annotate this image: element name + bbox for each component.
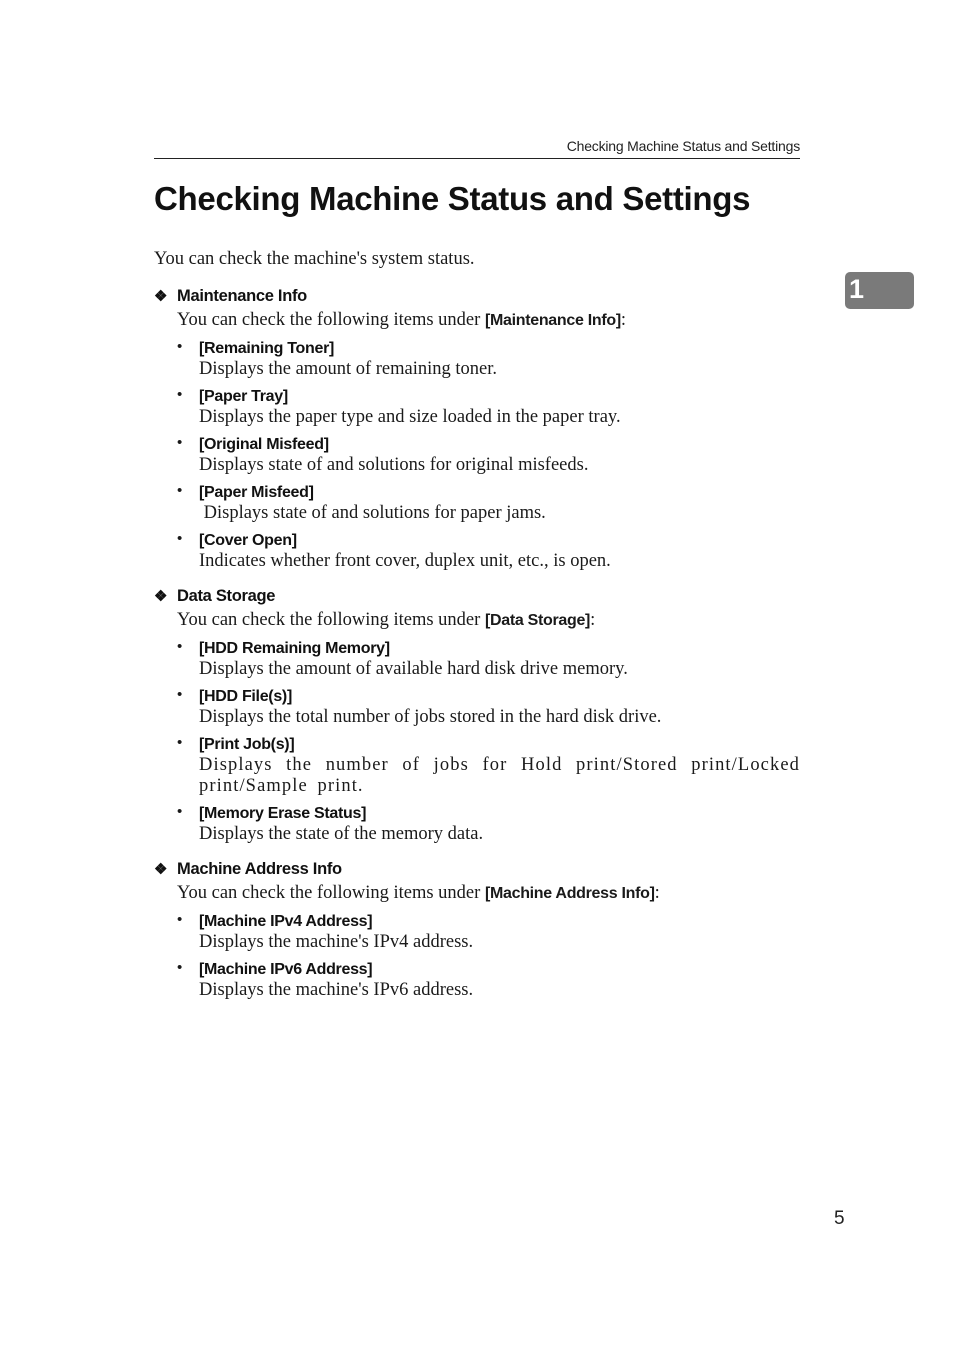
list-item [177,482,800,524]
item-title: [Original Misfeed] [199,436,329,453]
chapter-number: 1 [849,274,865,304]
section-heading [154,287,800,309]
section-heading [154,587,800,609]
item-description: Displays state of and solutions for paper jams. [199,503,546,523]
item-description: Displays the number of jobs for Hold print/Stored print/Locked print/Sample print. [199,755,800,796]
bullet-icon: • [177,734,183,751]
item-description: Displays state of and solutions for original misfeeds. [199,455,589,475]
bullet-icon: • [177,686,183,703]
lead-ui-label: [Data Storage] [484,612,591,629]
item-title: [Memory Erase Status] [199,805,367,822]
bullet-icon: • [177,530,183,547]
diamond-bullet-icon: ❖ [154,588,168,605]
section-data-storage [154,587,800,851]
bullet-icon: • [177,638,183,655]
bullet-icon: • [177,386,183,403]
item-title: [Print Job(s)] [199,736,295,753]
lead-text: You can check the following items under [177,610,485,630]
diamond-bullet-icon: ❖ [154,861,168,878]
list-item [177,386,800,428]
bullet-icon: • [177,482,183,499]
item-description: Displays the machine's IPv6 address. [199,980,474,1000]
list-item [177,686,800,728]
chapter-tab [845,272,914,309]
item-title: [Cover Open] [199,532,297,549]
list-item [177,959,800,1001]
intro-paragraph: You can check the machine's system status. [154,249,475,269]
item-title: [Paper Tray] [199,388,288,405]
page-title: Checking Machine Status and Settings [154,180,751,217]
bullet-icon: • [177,434,183,451]
item-description: Displays the amount of available hard disk drive memory. [199,659,628,679]
section-heading [154,860,800,882]
list-item [177,530,800,572]
diamond-bullet-icon: ❖ [154,288,168,305]
bullet-icon: • [177,338,183,355]
lead-colon: : [590,610,596,630]
item-description: Displays the amount of remaining toner. [199,359,497,379]
section-lead [177,882,800,905]
page-number: 5 [834,1208,845,1229]
section-heading-text: Machine Address Info [177,860,342,878]
item-title: [Paper Misfeed] [199,484,314,501]
item-description: Displays the total number of jobs stored in the hard disk drive. [199,707,662,727]
bullet-icon: • [177,959,183,976]
section-lead [177,309,800,332]
section-maintenance-info [154,287,800,578]
bullet-icon: • [177,803,183,820]
item-title: [Machine IPv6 Address] [199,961,373,978]
item-title: [Machine IPv4 Address] [199,913,373,930]
item-description: Indicates whether front cover, duplex unit, etc., is open. [199,551,611,571]
lead-text: You can check the following items under [177,310,485,330]
lead-colon: : [654,883,660,903]
section-lead [177,609,800,632]
lead-ui-label: [Machine Address Info] [484,885,655,902]
item-title: [Remaining Toner] [199,340,335,357]
running-head: Checking Machine Status and Settings [566,138,800,154]
list-item [177,911,800,953]
item-description: Displays the machine's IPv4 address. [199,932,474,952]
list-item [177,638,800,680]
section-machine-address-info [154,860,800,1007]
item-title: [HDD Remaining Memory] [199,640,390,657]
section-heading-text: Maintenance Info [177,287,307,305]
bullet-icon: • [177,911,183,928]
lead-colon: : [620,310,627,330]
list-item [177,338,800,380]
item-title: [HDD File(s)] [199,688,292,705]
list-item [177,734,800,797]
lead-ui-label: [Maintenance Info] [484,312,621,329]
header-rule [154,158,800,159]
list-item [177,803,800,845]
lead-text: You can check the following items under [177,883,485,903]
item-description: Displays the paper type and size loaded in the paper tray. [199,407,621,427]
item-description: Displays the state of the memory data. [199,824,484,844]
list-item [177,434,800,476]
section-heading-text: Data Storage [177,587,276,605]
